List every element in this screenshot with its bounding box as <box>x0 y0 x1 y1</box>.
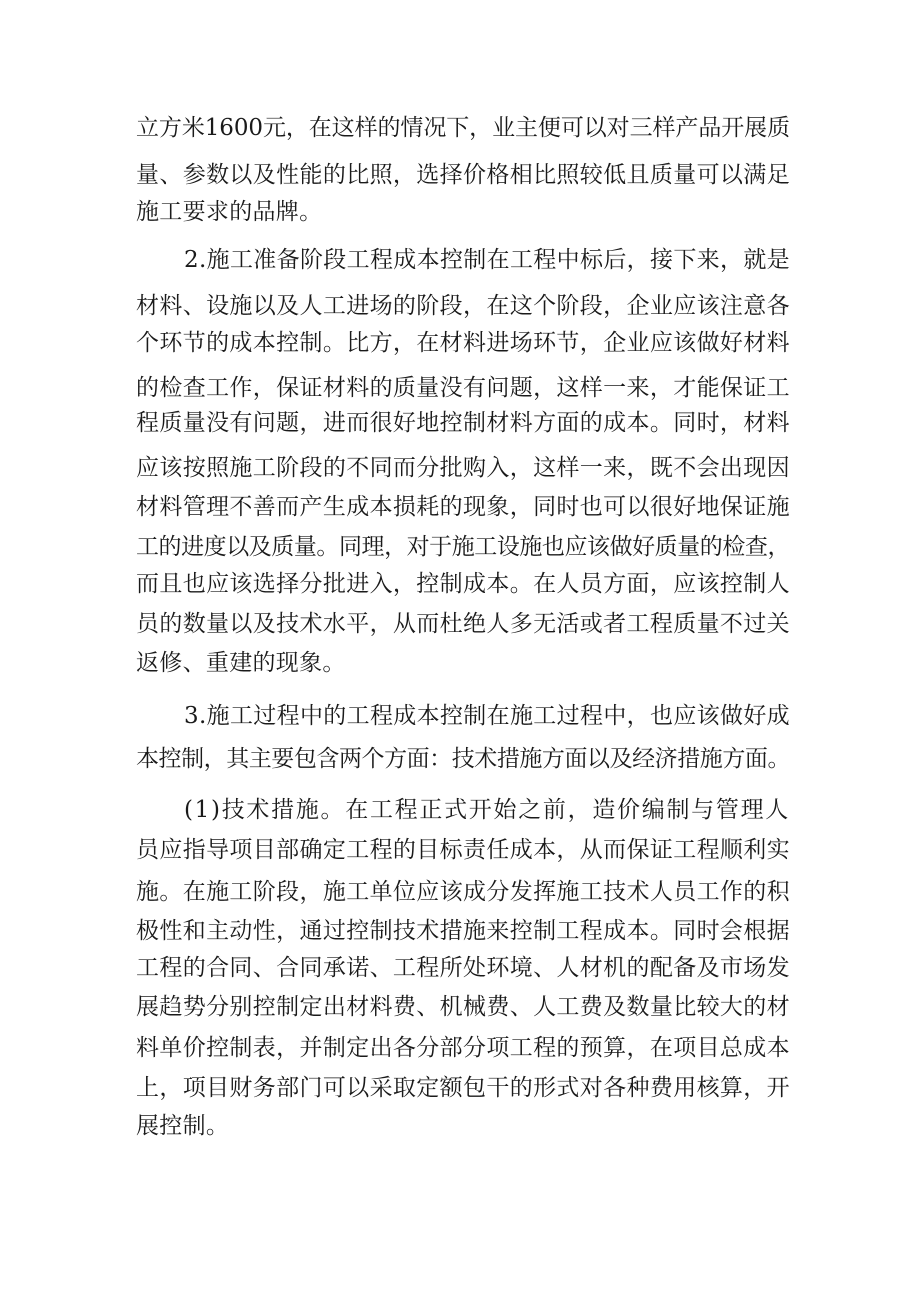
text-line: 工程的合同、合同承诺、工程所处环境、人材机的配备及市场发 <box>136 955 790 981</box>
text-line: 个环节的成本控制。比方，在材料进场环节，企业应该做好材料 <box>136 330 790 356</box>
text-line: 施工要求的品牌。 <box>136 199 323 225</box>
text-line: 3.施工过程中的工程成本控制在施工过程中，也应该做好成 <box>184 703 790 729</box>
paragraph-2-line-3 <box>0 326 920 360</box>
paragraph-3-line-1 <box>0 699 920 733</box>
text-line: 员的数量以及技术水平，从而杜绝人多无活或者工程质量不过关 <box>136 611 790 637</box>
paragraph-4-line-8 <box>0 1071 920 1105</box>
paragraph-2-line-4 <box>0 371 920 405</box>
text-line: 量、参数以及性能的比照，选择价格相比照较低且质量可以满足 <box>136 162 790 188</box>
paragraph-1-line-2 <box>0 158 920 192</box>
paragraph-4-line-7 <box>0 1031 920 1065</box>
paragraph-4-line-1 <box>0 793 920 827</box>
text-line: 上，项目财务部门可以采取定额包干的形式对各种费用核算，开 <box>136 1075 790 1101</box>
text-line: 应该按照施工阶段的不同而分批购入，这样一来，既不会出现因 <box>136 455 790 481</box>
text-line: 工的进度以及质量。同理，对于施工设施也应该做好质量的检查， <box>136 534 790 560</box>
paragraph-2-line-5 <box>0 406 920 440</box>
paragraph-2-line-9 <box>0 567 920 601</box>
paragraph-2-line-2 <box>0 289 920 323</box>
text-line: 料单价控制表，并制定出各分部分项工程的预算，在项目总成本 <box>136 1035 790 1061</box>
paragraph-2-line-10 <box>0 607 920 641</box>
text-line: 的检查工作，保证材料的质量没有问题，这样一来，才能保证工 <box>136 375 790 401</box>
paragraph-4-line-4 <box>0 914 920 948</box>
paragraph-4-line-5 <box>0 951 920 985</box>
text-line: 程质量没有问题，进而很好地控制材料方面的成本。同时，材料 <box>136 410 790 436</box>
paragraph-4-line-6 <box>0 990 920 1024</box>
paragraph-2-line-6 <box>0 451 920 485</box>
text-line: 本控制，其主要包含两个方面：技术措施方面以及经济措施方面。 <box>136 746 790 772</box>
text-line: 施。在施工阶段，施工单位应该成分发挥施工技术人员工作的积 <box>136 879 790 905</box>
paragraph-2-line-8 <box>0 530 920 564</box>
text-line: 2.施工准备阶段工程成本控制在工程中标后，接下来，就是 <box>184 247 790 273</box>
paragraph-4-line-9 <box>0 1109 920 1143</box>
text-line: 展趋势分别控制定出材料费、机械费、人工费及数量比较大的材 <box>136 994 790 1020</box>
paragraph-2-line-1 <box>0 243 920 277</box>
paragraph-4-line-2 <box>0 833 920 867</box>
text-line: 展控制。 <box>136 1113 230 1139</box>
paragraph-1-line-1 <box>0 111 920 145</box>
text-line: 材料管理不善而产生成本损耗的现象，同时也可以很好地保证施 <box>136 494 790 520</box>
text-line: 立方米1600元，在这样的情况下，业主便可以对三样产品开展质 <box>136 115 790 141</box>
text-line: 材料、设施以及人工进场的阶段，在这个阶段，企业应该注意各 <box>136 293 790 319</box>
paragraph-4-line-3 <box>0 875 920 909</box>
paragraph-2-line-7 <box>0 490 920 524</box>
text-line: 返修、重建的现象。 <box>136 650 346 676</box>
paragraph-2-line-11 <box>0 646 920 680</box>
text-line: 极性和主动性，通过控制技术措施来控制工程成本。同时会根据 <box>136 918 790 944</box>
text-line: (1)技术措施。在工程正式开始之前，造价编制与管理人 <box>184 797 790 823</box>
paragraph-3-line-2 <box>0 742 920 776</box>
paragraph-1-line-3 <box>0 195 920 229</box>
text-line: 员应指导项目部确定工程的目标责任成本，从而保证工程顺利实 <box>136 837 790 863</box>
text-line: 而且也应该选择分批进入，控制成本。在人员方面，应该控制人 <box>136 571 790 597</box>
